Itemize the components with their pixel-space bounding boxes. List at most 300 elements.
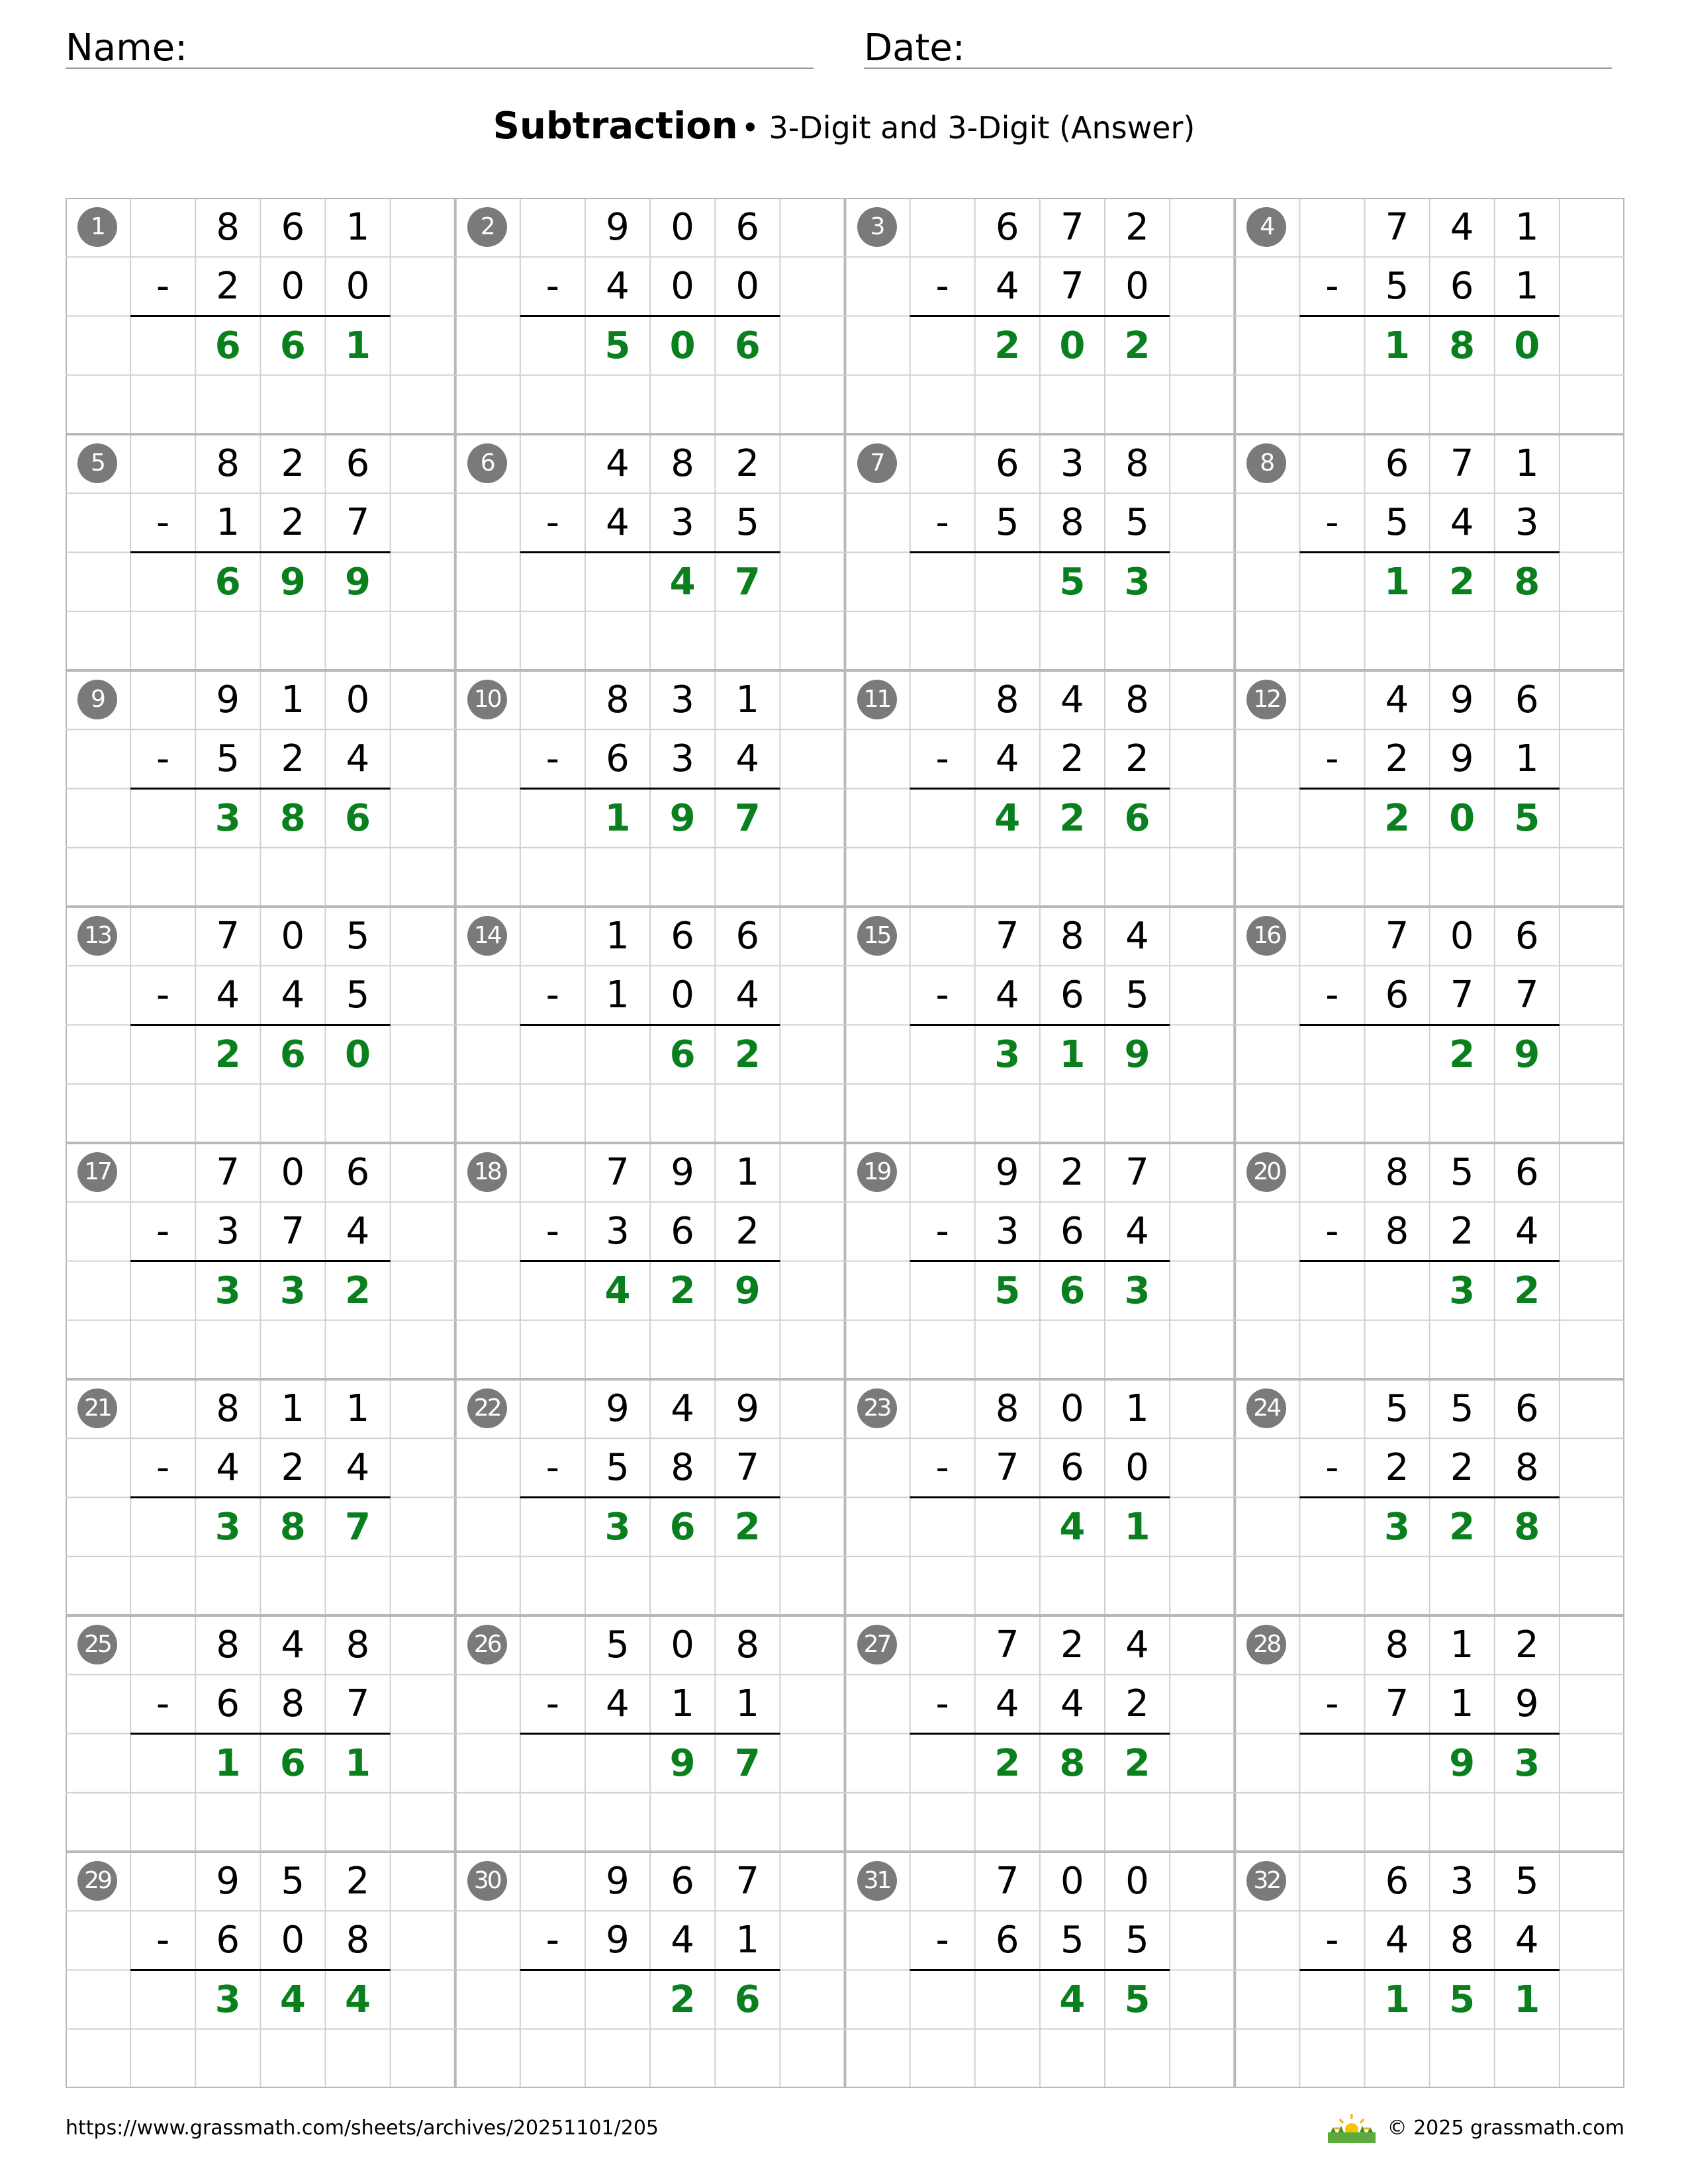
subtrahend-digit: 8 bbox=[281, 1682, 305, 1726]
minus-sign: - bbox=[545, 737, 559, 781]
answer-digit: 3 bbox=[214, 796, 241, 840]
answer-digit: 0 bbox=[345, 1032, 371, 1076]
minus-sign: - bbox=[1325, 501, 1339, 545]
answer-digit: 4 bbox=[994, 796, 1021, 840]
minuend-digit: 5 bbox=[346, 915, 370, 958]
minuend-digit: 5 bbox=[1450, 1151, 1474, 1194]
subtrahend-digit: 2 bbox=[1125, 1682, 1149, 1726]
minuend-digit: 6 bbox=[1515, 1387, 1539, 1430]
subtrahend-digit: 7 bbox=[1450, 974, 1474, 1017]
subtrahend-digit: 7 bbox=[1060, 265, 1084, 308]
answer-digit: 4 bbox=[1059, 1978, 1086, 2021]
answer-digit: 0 bbox=[669, 324, 696, 367]
answer-digit: 3 bbox=[1384, 1505, 1410, 1549]
subtrahend-digit: 0 bbox=[735, 265, 760, 308]
minuend-digit: 9 bbox=[606, 206, 630, 249]
answer-digit: 3 bbox=[214, 1978, 241, 2021]
subtrahend-digit: 4 bbox=[671, 1919, 694, 1962]
minuend-digit: 4 bbox=[1385, 678, 1409, 721]
minuend-digit: 0 bbox=[346, 678, 370, 721]
answer-digit: 1 bbox=[1124, 1505, 1150, 1549]
footer-copyright: © 2025 grassmath.com bbox=[1387, 2116, 1624, 2140]
date-label: Date: bbox=[864, 26, 965, 69]
subtrahend-digit: 9 bbox=[606, 1919, 630, 1962]
subtrahend-digit: 4 bbox=[995, 1682, 1019, 1726]
minuend-digit: 8 bbox=[995, 1387, 1019, 1430]
minuend-digit: 7 bbox=[1125, 1151, 1149, 1194]
answer-digit: 5 bbox=[1449, 1978, 1476, 2021]
minuend-digit: 1 bbox=[281, 678, 305, 721]
subtrahend-digit: 2 bbox=[1385, 1446, 1409, 1490]
answer-digit: 5 bbox=[994, 1269, 1021, 1312]
minuend-digit: 6 bbox=[346, 442, 370, 485]
minuend-digit: 0 bbox=[1060, 1387, 1084, 1430]
answer-digit: 2 bbox=[994, 324, 1021, 367]
minuend-digit: 0 bbox=[1060, 1860, 1084, 1903]
subtrahend-digit: 7 bbox=[1515, 974, 1539, 1017]
minuend-digit: 8 bbox=[671, 442, 694, 485]
minuend-digit: 8 bbox=[216, 1623, 240, 1666]
minuend-digit: 3 bbox=[1060, 442, 1084, 485]
minus-sign: - bbox=[156, 737, 170, 781]
answer-digit: 3 bbox=[1514, 1741, 1540, 1785]
subtrahend-digit: 6 bbox=[1450, 265, 1474, 308]
problem-number-badge: 13 bbox=[77, 916, 117, 956]
problem-number-badge: 17 bbox=[77, 1152, 117, 1192]
date-line bbox=[864, 68, 1612, 69]
minuend-digit: 5 bbox=[1385, 1387, 1409, 1430]
answer-digit: 5 bbox=[604, 324, 631, 367]
answer-digit: 9 bbox=[1514, 1032, 1540, 1076]
minuend-digit: 8 bbox=[995, 678, 1019, 721]
minuend-digit: 4 bbox=[1450, 206, 1474, 249]
subtrahend-digit: 4 bbox=[606, 501, 630, 545]
minuend-digit: 8 bbox=[216, 442, 240, 485]
subtrahend-digit: 5 bbox=[1060, 1919, 1084, 1962]
subtrahend-digit: 5 bbox=[606, 1446, 630, 1490]
answer-digit: 7 bbox=[734, 560, 761, 604]
subtrahend-digit: 0 bbox=[1125, 265, 1149, 308]
subtrahend-digit: 0 bbox=[671, 265, 694, 308]
minuend-digit: 8 bbox=[346, 1623, 370, 1666]
answer-digit: 0 bbox=[1059, 324, 1086, 367]
minuend-digit: 1 bbox=[1515, 206, 1539, 249]
subtrahend-digit: 2 bbox=[1385, 737, 1409, 781]
subtrahend-digit: 4 bbox=[281, 974, 305, 1017]
problem-number-badge: 27 bbox=[857, 1625, 897, 1664]
subtrahend-digit: 5 bbox=[995, 501, 1019, 545]
minuend-digit: 9 bbox=[1450, 678, 1474, 721]
minuend-digit: 4 bbox=[1125, 915, 1149, 958]
answer-digit: 5 bbox=[1124, 1978, 1150, 2021]
subtrahend-digit: 4 bbox=[1125, 1210, 1149, 1253]
problem-number-badge: 25 bbox=[77, 1625, 117, 1664]
minuend-digit: 6 bbox=[735, 915, 760, 958]
subtrahend-digit: 3 bbox=[606, 1210, 630, 1253]
minus-sign: - bbox=[1325, 1682, 1339, 1726]
problem-number-badge: 32 bbox=[1246, 1861, 1286, 1901]
problem-number-badge: 23 bbox=[857, 1388, 897, 1428]
subtrahend-digit: 5 bbox=[1125, 1919, 1149, 1962]
minuend-digit: 1 bbox=[1515, 442, 1539, 485]
subtrahend-digit: 1 bbox=[1450, 1682, 1474, 1726]
answer-digit: 2 bbox=[994, 1741, 1021, 1785]
answer-digit: 4 bbox=[1059, 1505, 1086, 1549]
minus-sign: - bbox=[935, 265, 949, 308]
minuend-digit: 4 bbox=[606, 442, 630, 485]
title-main: Subtraction bbox=[492, 105, 738, 148]
answer-digit: 3 bbox=[279, 1269, 306, 1312]
minuend-digit: 0 bbox=[281, 915, 305, 958]
answer-digit: 8 bbox=[1449, 324, 1476, 367]
subtrahend-digit: 4 bbox=[346, 1446, 370, 1490]
minuend-digit: 3 bbox=[1450, 1860, 1474, 1903]
answer-digit: 7 bbox=[734, 796, 761, 840]
minuend-digit: 7 bbox=[216, 915, 240, 958]
subtrahend-digit: 0 bbox=[281, 265, 305, 308]
subtrahend-digit: 3 bbox=[995, 1210, 1019, 1253]
problem-number-badge: 12 bbox=[1246, 680, 1286, 719]
minuend-digit: 6 bbox=[346, 1151, 370, 1194]
problem-number-badge: 30 bbox=[467, 1861, 507, 1901]
problem-number-badge: 3 bbox=[857, 207, 897, 247]
problem-number-badge: 7 bbox=[857, 443, 897, 483]
answer-digit: 4 bbox=[669, 560, 696, 604]
answer-digit: 4 bbox=[604, 1269, 631, 1312]
answer-digit: 6 bbox=[669, 1032, 696, 1076]
answer-digit: 6 bbox=[279, 1741, 306, 1785]
problem-number-badge: 2 bbox=[467, 207, 507, 247]
subtrahend-digit: 4 bbox=[735, 974, 760, 1017]
subtrahend-digit: 1 bbox=[1515, 737, 1539, 781]
subtrahend-digit: 8 bbox=[671, 1446, 694, 1490]
answer-digit: 6 bbox=[734, 1978, 761, 2021]
answer-digit: 2 bbox=[1059, 796, 1086, 840]
answer-digit: 1 bbox=[345, 324, 371, 367]
subtrahend-digit: 7 bbox=[281, 1210, 305, 1253]
answer-digit: 8 bbox=[279, 796, 306, 840]
minuend-digit: 8 bbox=[1060, 915, 1084, 958]
problem-number-badge: 26 bbox=[467, 1625, 507, 1664]
answer-digit: 0 bbox=[1449, 796, 1476, 840]
subtrahend-digit: 2 bbox=[1060, 737, 1084, 781]
minus-sign: - bbox=[156, 501, 170, 545]
problem-number-badge: 11 bbox=[857, 680, 897, 719]
answer-digit: 1 bbox=[1384, 560, 1410, 604]
footer-url: https://www.grassmath.com/sheets/archives/20251101/205 bbox=[66, 2116, 659, 2140]
minus-sign: - bbox=[935, 1446, 949, 1490]
subtrahend-digit: 7 bbox=[346, 501, 370, 545]
subtrahend-digit: 1 bbox=[1515, 265, 1539, 308]
minuend-digit: 9 bbox=[671, 1151, 694, 1194]
answer-digit: 2 bbox=[345, 1269, 371, 1312]
answer-digit: 9 bbox=[1449, 1741, 1476, 1785]
answer-digit: 5 bbox=[1514, 796, 1540, 840]
minuend-digit: 1 bbox=[735, 678, 760, 721]
subtrahend-digit: 4 bbox=[216, 974, 240, 1017]
answer-digit: 3 bbox=[1124, 560, 1150, 604]
answer-digit: 0 bbox=[1514, 324, 1540, 367]
subtrahend-digit: 2 bbox=[1450, 1446, 1474, 1490]
subtrahend-digit: 9 bbox=[1515, 1682, 1539, 1726]
minuend-digit: 2 bbox=[1125, 206, 1149, 249]
answer-digit: 6 bbox=[345, 796, 371, 840]
subtrahend-digit: 6 bbox=[1060, 974, 1084, 1017]
answer-digit: 3 bbox=[214, 1269, 241, 1312]
subtrahend-digit: 0 bbox=[346, 265, 370, 308]
minuend-digit: 9 bbox=[995, 1151, 1019, 1194]
subtrahend-digit: 0 bbox=[671, 974, 694, 1017]
subtrahend-digit: 4 bbox=[216, 1446, 240, 1490]
name-line bbox=[66, 68, 814, 69]
minuend-digit: 9 bbox=[606, 1860, 630, 1903]
minuend-digit: 2 bbox=[346, 1860, 370, 1903]
subtrahend-digit: 7 bbox=[346, 1682, 370, 1726]
minuend-digit: 8 bbox=[1385, 1151, 1409, 1194]
minuend-digit: 0 bbox=[1125, 1860, 1149, 1903]
answer-digit: 9 bbox=[669, 796, 696, 840]
answer-digit: 1 bbox=[1384, 1978, 1410, 2021]
answer-digit: 1 bbox=[1384, 324, 1410, 367]
subtrahend-digit: 4 bbox=[995, 974, 1019, 1017]
problem-number-badge: 21 bbox=[77, 1388, 117, 1428]
subtrahend-digit: 5 bbox=[216, 737, 240, 781]
problem-number-badge: 28 bbox=[1246, 1625, 1286, 1664]
minuend-digit: 1 bbox=[606, 915, 630, 958]
minuend-digit: 7 bbox=[1385, 915, 1409, 958]
answer-digit: 1 bbox=[214, 1741, 241, 1785]
answer-digit: 6 bbox=[214, 560, 241, 604]
answer-digit: 1 bbox=[1059, 1032, 1086, 1076]
minuend-digit: 5 bbox=[1515, 1860, 1539, 1903]
answer-digit: 2 bbox=[734, 1032, 761, 1076]
answer-digit: 6 bbox=[279, 324, 306, 367]
answer-digit: 9 bbox=[279, 560, 306, 604]
minuend-digit: 8 bbox=[1125, 678, 1149, 721]
subtrahend-digit: 5 bbox=[1125, 501, 1149, 545]
minuend-digit: 1 bbox=[1125, 1387, 1149, 1430]
subtrahend-digit: 2 bbox=[735, 1210, 760, 1253]
subtrahend-digit: 6 bbox=[216, 1682, 240, 1726]
name-label: Name: bbox=[66, 26, 188, 69]
subtrahend-digit: 4 bbox=[995, 737, 1019, 781]
problem-number-badge: 5 bbox=[77, 443, 117, 483]
minuend-digit: 9 bbox=[216, 678, 240, 721]
answer-digit: 2 bbox=[1124, 324, 1150, 367]
answer-digit: 2 bbox=[1124, 1741, 1150, 1785]
grass-sun-icon bbox=[1325, 2111, 1378, 2144]
answer-digit: 2 bbox=[1449, 560, 1476, 604]
subtrahend-digit: 1 bbox=[671, 1682, 694, 1726]
minus-sign: - bbox=[156, 1210, 170, 1253]
subtrahend-digit: 1 bbox=[216, 501, 240, 545]
answer-digit: 6 bbox=[669, 1505, 696, 1549]
subtrahend-digit: 4 bbox=[735, 737, 760, 781]
subtrahend-digit: 7 bbox=[735, 1446, 760, 1490]
subtrahend-digit: 4 bbox=[1450, 501, 1474, 545]
answer-digit: 2 bbox=[734, 1505, 761, 1549]
minus-sign: - bbox=[545, 1210, 559, 1253]
subtrahend-digit: 5 bbox=[735, 501, 760, 545]
problem-number-badge: 14 bbox=[467, 916, 507, 956]
answer-digit: 8 bbox=[1514, 560, 1540, 604]
answer-digit: 2 bbox=[1514, 1269, 1540, 1312]
subtrahend-digit: 4 bbox=[1515, 1210, 1539, 1253]
minuend-digit: 6 bbox=[1385, 442, 1409, 485]
minuend-digit: 1 bbox=[281, 1387, 305, 1430]
minus-sign: - bbox=[1325, 1919, 1339, 1962]
minuend-digit: 9 bbox=[735, 1387, 760, 1430]
subtrahend-digit: 3 bbox=[671, 501, 694, 545]
minuend-digit: 0 bbox=[671, 206, 694, 249]
minuend-digit: 4 bbox=[1060, 678, 1084, 721]
problem-number-badge: 19 bbox=[857, 1152, 897, 1192]
problem-number-badge: 6 bbox=[467, 443, 507, 483]
minus-sign: - bbox=[1325, 974, 1339, 1017]
answer-digit: 6 bbox=[1124, 796, 1150, 840]
subtrahend-digit: 2 bbox=[281, 501, 305, 545]
minuend-digit: 0 bbox=[281, 1151, 305, 1194]
minuend-digit: 2 bbox=[1060, 1151, 1084, 1194]
problem-number-badge: 1 bbox=[77, 207, 117, 247]
minus-sign: - bbox=[156, 1682, 170, 1726]
answer-digit: 3 bbox=[604, 1505, 631, 1549]
subtrahend-digit: 8 bbox=[1060, 501, 1084, 545]
subtrahend-digit: 5 bbox=[1125, 974, 1149, 1017]
subtrahend-digit: 8 bbox=[1450, 1919, 1474, 1962]
subtrahend-digit: 4 bbox=[1060, 1682, 1084, 1726]
problem-number-badge: 9 bbox=[77, 680, 117, 719]
minus-sign: - bbox=[935, 1682, 949, 1726]
answer-digit: 2 bbox=[1384, 796, 1410, 840]
minus-sign: - bbox=[545, 1446, 559, 1490]
answer-digit: 8 bbox=[1514, 1505, 1540, 1549]
minuend-digit: 6 bbox=[1515, 1151, 1539, 1194]
minuend-digit: 1 bbox=[1450, 1623, 1474, 1666]
minus-sign: - bbox=[156, 1446, 170, 1490]
minuend-digit: 6 bbox=[1515, 915, 1539, 958]
answer-digit: 6 bbox=[1059, 1269, 1086, 1312]
minuend-digit: 1 bbox=[346, 1387, 370, 1430]
minuend-digit: 1 bbox=[346, 206, 370, 249]
minuend-digit: 2 bbox=[735, 442, 760, 485]
subtrahend-digit: 6 bbox=[1060, 1210, 1084, 1253]
problem-number-badge: 16 bbox=[1246, 916, 1286, 956]
subtrahend-digit: 1 bbox=[735, 1919, 760, 1962]
minus-sign: - bbox=[935, 1919, 949, 1962]
subtrahend-digit: 6 bbox=[606, 737, 630, 781]
answer-digit: 7 bbox=[734, 1741, 761, 1785]
problem-number-badge: 4 bbox=[1246, 207, 1286, 247]
answer-digit: 6 bbox=[279, 1032, 306, 1076]
minuend-digit: 5 bbox=[281, 1860, 305, 1903]
subtrahend-digit: 4 bbox=[346, 1210, 370, 1253]
subtrahend-digit: 5 bbox=[1385, 501, 1409, 545]
subtrahend-digit: 0 bbox=[1125, 1446, 1149, 1490]
subtrahend-digit: 6 bbox=[1060, 1446, 1084, 1490]
subtrahend-digit: 2 bbox=[281, 1446, 305, 1490]
problem-number-badge: 8 bbox=[1246, 443, 1286, 483]
minuend-digit: 9 bbox=[216, 1860, 240, 1903]
problem-number-badge: 20 bbox=[1246, 1152, 1286, 1192]
answer-digit: 6 bbox=[734, 324, 761, 367]
worksheet-title bbox=[0, 105, 1688, 148]
minus-sign: - bbox=[1325, 737, 1339, 781]
subtrahend-digit: 5 bbox=[346, 974, 370, 1017]
answer-digit: 1 bbox=[604, 796, 631, 840]
minuend-digit: 3 bbox=[671, 678, 694, 721]
minuend-digit: 7 bbox=[216, 1151, 240, 1194]
minuend-digit: 8 bbox=[735, 1623, 760, 1666]
minuend-digit: 6 bbox=[671, 1860, 694, 1903]
minuend-digit: 8 bbox=[216, 206, 240, 249]
subtrahend-digit: 6 bbox=[995, 1919, 1019, 1962]
minuend-digit: 7 bbox=[1385, 206, 1409, 249]
answer-digit: 3 bbox=[1449, 1269, 1476, 1312]
subtrahend-digit: 4 bbox=[995, 265, 1019, 308]
problem-number-badge: 24 bbox=[1246, 1388, 1286, 1428]
minuend-digit: 2 bbox=[281, 442, 305, 485]
minus-sign: - bbox=[545, 974, 559, 1017]
answer-digit: 3 bbox=[214, 1505, 241, 1549]
answer-digit: 7 bbox=[345, 1505, 371, 1549]
answer-digit: 1 bbox=[345, 1741, 371, 1785]
minuend-digit: 7 bbox=[995, 1623, 1019, 1666]
answer-digit: 9 bbox=[345, 560, 371, 604]
minuend-digit: 0 bbox=[1450, 915, 1474, 958]
subtrahend-digit: 6 bbox=[216, 1919, 240, 1962]
minuend-digit: 2 bbox=[1060, 1623, 1084, 1666]
minus-sign: - bbox=[935, 501, 949, 545]
minuend-digit: 7 bbox=[995, 1860, 1019, 1903]
minus-sign: - bbox=[1325, 265, 1339, 308]
problem-number-badge: 29 bbox=[77, 1861, 117, 1901]
title-sub: • 3-Digit and 3-Digit (Answer) bbox=[741, 110, 1196, 146]
answer-digit: 2 bbox=[1449, 1505, 1476, 1549]
problem-number-badge: 22 bbox=[467, 1388, 507, 1428]
minuend-digit: 0 bbox=[671, 1623, 694, 1666]
answer-digit: 3 bbox=[994, 1032, 1021, 1076]
answer-digit: 5 bbox=[1059, 560, 1086, 604]
answer-digit: 2 bbox=[669, 1269, 696, 1312]
minus-sign: - bbox=[545, 265, 559, 308]
problem-number-badge: 31 bbox=[857, 1861, 897, 1901]
minuend-digit: 8 bbox=[1125, 442, 1149, 485]
minus-sign: - bbox=[935, 737, 949, 781]
subtrahend-digit: 3 bbox=[1515, 501, 1539, 545]
minus-sign: - bbox=[1325, 1446, 1339, 1490]
subtrahend-digit: 2 bbox=[1450, 1210, 1474, 1253]
minus-sign: - bbox=[156, 974, 170, 1017]
subtrahend-digit: 4 bbox=[606, 1682, 630, 1726]
answer-digit: 2 bbox=[669, 1978, 696, 2021]
minuend-digit: 6 bbox=[1385, 1860, 1409, 1903]
minuend-digit: 7 bbox=[995, 915, 1019, 958]
minuend-digit: 7 bbox=[606, 1151, 630, 1194]
minuend-digit: 9 bbox=[606, 1387, 630, 1430]
subtrahend-digit: 1 bbox=[606, 974, 630, 1017]
subtrahend-digit: 4 bbox=[346, 737, 370, 781]
subtrahend-digit: 9 bbox=[1450, 737, 1474, 781]
minuend-digit: 8 bbox=[1385, 1623, 1409, 1666]
problem-grid bbox=[66, 198, 1624, 2088]
answer-digit: 9 bbox=[1124, 1032, 1150, 1076]
subtrahend-digit: 6 bbox=[1385, 974, 1409, 1017]
minuend-digit: 6 bbox=[1515, 678, 1539, 721]
answer-digit: 1 bbox=[1514, 1978, 1540, 2021]
answer-digit: 3 bbox=[1124, 1269, 1150, 1312]
minuend-digit: 6 bbox=[995, 442, 1019, 485]
